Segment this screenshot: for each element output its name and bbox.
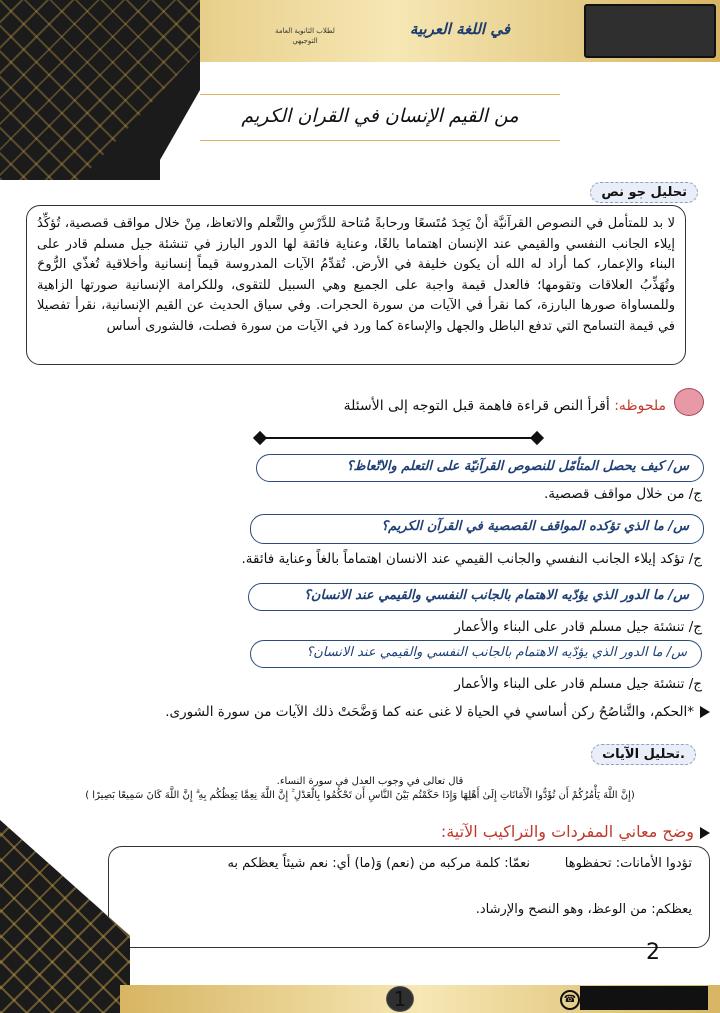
audience-label: لطلاب الثانوية العامة التوجيهي — [275, 27, 335, 45]
redacted-phone — [580, 986, 708, 1010]
arrow-bullet-icon — [700, 706, 710, 718]
inner-page-number: 2 — [646, 940, 660, 965]
vocab-heading-text: وضح معاني المفردات والتراكيب الآتية: — [440, 822, 694, 841]
arrow-bullet-icon — [700, 827, 710, 839]
question-box: س/ ما الدور الذي يؤدّيه الاهتمام بالجانب النفسي والقيمي عند الانسان؟ — [250, 640, 702, 668]
quran-verse: (إِنَّ اللَّهَ يَأْمُرُكُمْ أَن تُؤَدُّوا الْأَمَانَاتِ إِلَىٰ أَهْلِهَا وَإِذَا حَكَمْتُم بَيْنَ النَّاسِ أَن تَحْكُمُوا بِالْعَدْلِ ۚ إِنَّ اللَّهَ نِعِمَّا يَعِظُكُم بِهِ ۗ إِنَّ اللَّهَ كَانَ سَمِيعًا بَصِيرًا ) — [85, 790, 635, 801]
vocab-item: يعظكم: من الوعظ، وهو النصح والإرشاد. — [475, 902, 692, 917]
answer-text: ج/ من خلال مواقف قصصية. — [544, 486, 702, 502]
hanging-board-icon — [584, 4, 716, 58]
section-tag-analysis: تحليل جو نص — [590, 182, 698, 203]
vocab-heading — [441, 822, 710, 841]
question-box: س/ كيف يحصل المتأمّل للنصوص القرآنيّة على التعلم والاتّعاظ؟ — [256, 454, 704, 482]
section-tag-verses: تحليل الآيات. — [591, 744, 696, 765]
note-label: ملحوظه: — [614, 398, 666, 414]
page-title: من القيم الإنسان في القران الكريم — [241, 105, 519, 127]
page-number: 1 — [386, 986, 414, 1012]
vocab-item: تؤدوا الأمانات: تحفظوها — [564, 856, 692, 871]
answer-text: ج/ تؤكد إيلاء الجانب النفسي والجانب القيمي عند الانسان اهتماماً بالغاً وعناية فائقة. — [241, 551, 702, 567]
divider-diamond-right — [530, 431, 544, 445]
ruling-text: *الحكم، والتَّناصُحُ ركن أساسي في الحياة لا غنى عنه كما وَضَّحَتْ ذلك الآيات من سورة الشورى. — [165, 704, 694, 720]
phone-icon: ☎ — [560, 990, 580, 1010]
verse-intro: قال تعالى في وجوب العدل في سورة النساء. — [276, 776, 464, 787]
analysis-paragraph: لا بد للمتأمل في النصوص القرآنيَّة أنْ يَجِدَ مُتَسعًا ورحابةً مُتاحة للدَّرْسِ والتَّعلم والاتعاظ، مِنْ خلال مواقف قصصية، تُؤكِّدُ إيلاء الجانب النفسي والقيمي عند الإنسان اهتماما بالغًا، وعناية فائقة لها الدور البارز في تنشئة جيل مسلم قادر على البناء والإعمار، كما أراد له الله أن يكون خليفة في الأرض. تُقدِّمُ الآيات المدروسة قيماً إنسانية وأخلاقية تُغذّي الرُّوحَ وتُهَذِّبُ العلاقات وتقومها؛ فالعدل قيمة واجبة على الجميع وهي السبيل للتقوى، وللكرامة الإنسانية صورتها الزاهية وللمساواة صورها البارزة، كما نقرأ في الآيات من سورة الحجرات. وفي سياق الحديث عن القيم الإنسانية، نقرأ تفصيلا في قيمة التسامح التي تدفع الباطل والجهل والإساءة كما ورد في الآيات من سورة فصلت، فالشورى أساس — [26, 205, 686, 365]
subject-label: في اللغة العربية — [409, 20, 510, 38]
note-text: أقرأ النص قراءة فاهمة قبل التوجه إلى الأسئلة — [343, 398, 610, 414]
answer-text: ج/ تنشئة جيل مسلم قادر على البناء والأعمار — [454, 619, 702, 635]
question-box: س/ ما الدور الذي يؤدّيه الاهتمام بالجانب النفسي والقيمي عند الانسان؟ — [248, 583, 704, 611]
note — [344, 398, 666, 414]
answer-text: ج/ تنشئة جيل مسلم قادر على البناء والأعمار — [454, 676, 702, 692]
ruling-line — [165, 704, 710, 720]
question-box: س/ ما الذي تؤكده المواقف القصصية في القرآن الكريم؟ — [250, 514, 704, 544]
brain-icon — [674, 388, 704, 416]
divider-line — [260, 437, 540, 439]
vocab-item: نعمّا: كلمة مركبه من (نعم) وَ(ما) أي: نعم شيئاً يعظكم به — [227, 856, 530, 871]
divider-diamond-left — [253, 431, 267, 445]
